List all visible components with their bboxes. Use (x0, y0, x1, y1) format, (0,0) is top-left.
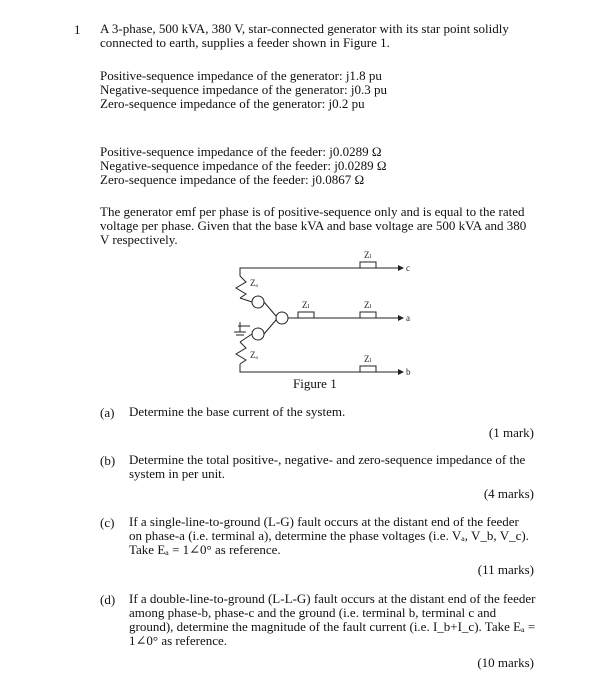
line-impedance-label-a-inner: Zₗ (302, 300, 310, 310)
intro-paragraph (100, 22, 509, 50)
part-b-text (129, 453, 525, 481)
part-c-text (129, 515, 529, 557)
part-d-marks: (10 marks) (477, 655, 534, 670)
part-d-line: If a double-line-to-ground (L-L-G) fault occurs at the distant end of the feeder (129, 591, 536, 606)
part-c-line: on phase-a (i.e. terminal a), determine the phase voltages (i.e. Vₐ, V_b, V_c). (129, 528, 529, 543)
intro-line: A 3-phase, 500 kVA, 380 V, star-connected generator with its star point solidly (100, 21, 509, 36)
part-c-line: If a single-line-to-ground (L-G) fault occurs at the distant end of the feeder (129, 514, 519, 529)
part-d-line: 1∠0° as reference. (129, 633, 228, 648)
part-c-marks: (11 marks) (477, 562, 534, 577)
part-a-marks: (1 mark) (488, 425, 534, 440)
terminal-b-label: b (406, 367, 411, 377)
part-d-line: among phase-b, phase-c and the ground (i.e. terminal b, terminal c and (129, 605, 497, 620)
line-impedance-label-c: Zₗ (364, 250, 372, 260)
part-d-label: (d) (100, 592, 116, 607)
feeder-positive-seq: Positive-sequence impedance of the feeder: j0.0289 Ω (100, 144, 382, 159)
part-a-line: Determine the base current of the system. (129, 404, 346, 419)
feeder-zero-seq: Zero-sequence impedance of the feeder: j0.0867 Ω (100, 172, 365, 187)
part-b-marks: (4 marks) (483, 486, 534, 501)
part-a-text (129, 405, 345, 419)
question-number: 1 (74, 22, 81, 37)
intro-line: connected to earth, supplies a feeder shown in Figure 1. (100, 35, 390, 50)
line-impedance-label-b: Zₗ (364, 354, 372, 364)
part-c-label: (c) (100, 515, 115, 530)
part-b-label: (b) (100, 453, 116, 468)
emf-line: The generator emf per phase is of positive-sequence only and is equal to the rated (100, 204, 525, 219)
emf-line: V respectively. (100, 232, 178, 247)
part-b-line: system in per unit. (129, 466, 226, 481)
feeder-negative-seq: Negative-sequence impedance of the feeder: j0.0289 Ω (100, 158, 387, 173)
line-impedance-label-a: Zₗ (364, 300, 372, 310)
terminal-a-label: a (406, 313, 410, 323)
gen-positive-seq: Positive-sequence impedance of the generator: j1.8 pu (100, 68, 382, 83)
feeder-impedances (100, 145, 387, 187)
gen-zero-seq: Zero-sequence impedance of the generator: j0.2 pu (100, 96, 365, 111)
part-d-text (129, 592, 535, 648)
part-a-label: (a) (100, 405, 115, 420)
gen-negative-seq: Negative-sequence impedance of the generator: j0.3 pu (100, 82, 387, 97)
part-c-line: Take Eₐ = 1∠0° as reference. (129, 542, 281, 557)
terminal-c-label: c (406, 263, 410, 273)
emf-line: voltage per phase. Given that the base kVA and base voltage are 500 kVA and 380 (100, 218, 527, 233)
part-d-line: ground), determine the magnitude of the fault current (i.e. I_b+I_c). Take Eₐ = (129, 619, 536, 634)
gen-impedance-label-upper: Zₒ (250, 278, 259, 288)
gen-impedance-label-lower: Zₒ (250, 350, 259, 360)
figure-caption: Figure 1 (293, 376, 337, 391)
generator-impedances (100, 69, 387, 111)
part-b-line: Determine the total positive-, negative- and zero-sequence impedance of the (129, 452, 526, 467)
